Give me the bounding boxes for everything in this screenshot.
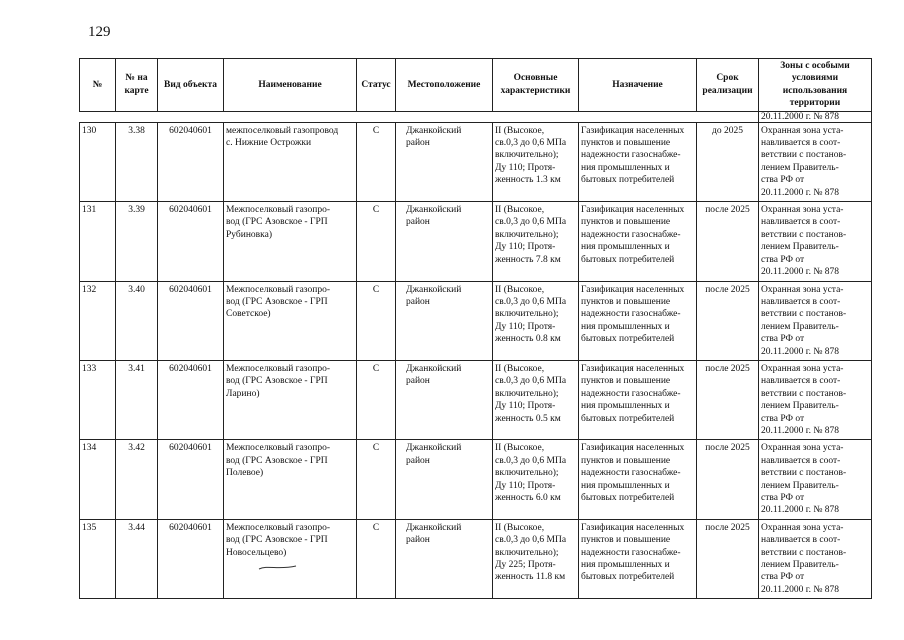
cell-zones-line: 20.11.2000 г. № 878 xyxy=(761,187,840,198)
header-object-type: Вид объекта xyxy=(158,59,224,112)
cell-purpose xyxy=(579,519,697,598)
cell-zones-line: Охранная зона уста- xyxy=(761,205,844,216)
cell-zones-line: лением Правитель- xyxy=(761,242,839,253)
cell-name xyxy=(224,202,357,281)
cell-status: С xyxy=(357,360,396,439)
cell-zones-line: 20.11.2000 г. № 878 xyxy=(761,267,840,278)
cell-name xyxy=(224,360,357,439)
page-number: 129 xyxy=(88,24,111,40)
cell-zones-line: Охранная зона уста- xyxy=(761,522,844,533)
cell-term: после 2025 xyxy=(697,281,759,360)
cell-object-type: 602040601 xyxy=(158,519,224,598)
cell-purpose-line: бытовых потребителей xyxy=(581,572,675,583)
cell-purpose-line: Газификация населенных xyxy=(581,125,685,136)
header-tail-text: 20.11.2000 г. № 878 xyxy=(759,111,872,122)
cell-zones-line: ветствии с постанов- xyxy=(761,309,847,320)
cell-name-line: вод (ГРС Азовское - ГРП xyxy=(226,455,328,466)
cell-location-line: район xyxy=(406,138,430,149)
cell-num: 131 xyxy=(80,202,116,281)
cell-status: С xyxy=(357,281,396,360)
cell-purpose-line: пунктов и повышение xyxy=(581,296,671,307)
cell-purpose-line: ния промышленных и xyxy=(581,401,670,412)
cell-characteristics-line: Ду 110; Протя- xyxy=(495,480,556,491)
cell-purpose xyxy=(579,122,697,201)
cell-num: 132 xyxy=(80,281,116,360)
cell-purpose-line: Газификация населенных xyxy=(581,363,685,374)
cell-purpose-line: ния промышленных и xyxy=(581,480,670,491)
cell-zones-line: Охранная зона уста- xyxy=(761,284,844,295)
cell-zones-line: лением Правитель- xyxy=(761,401,839,412)
cell-num: 134 xyxy=(80,440,116,519)
cell-characteristics-line: св.0,3 до 0,6 МПа xyxy=(495,296,567,307)
cell-location-line: район xyxy=(406,296,430,307)
cell-map-num: 3.39 xyxy=(116,202,158,281)
cell-object-type: 602040601 xyxy=(158,202,224,281)
cell-location-line: Джанкойский xyxy=(406,443,462,454)
cell-zones-line: навливается в соот- xyxy=(761,535,841,546)
cell-zones xyxy=(759,281,872,360)
cell-characteristics-line: св.0,3 до 0,6 МПа xyxy=(495,376,567,387)
cell-characteristics-line: Ду 110; Протя- xyxy=(495,162,556,173)
table-row xyxy=(80,202,872,281)
cell-zones-line: ветствии с постанов- xyxy=(761,150,847,161)
cell-purpose-line: пунктов и повышение xyxy=(581,455,671,466)
cell-characteristics-line: св.0,3 до 0,6 МПа xyxy=(495,535,567,546)
cell-name-line: Новосельцево) xyxy=(226,547,287,558)
cell-purpose-line: Газификация населенных xyxy=(581,522,685,533)
cell-characteristics-line: II (Высокое, xyxy=(495,443,545,454)
cell-characteristics xyxy=(493,519,579,598)
header-map-num: № на карте xyxy=(116,59,158,112)
cell-zones-line: навливается в соот- xyxy=(761,217,841,228)
cell-location xyxy=(396,281,493,360)
cell-purpose-line: надежности газоснабже- xyxy=(581,547,681,558)
cell-map-num: 3.42 xyxy=(116,440,158,519)
cell-location-line: район xyxy=(406,535,430,546)
cell-characteristics-line: II (Высокое, xyxy=(495,125,545,136)
cell-characteristics-line: II (Высокое, xyxy=(495,205,545,216)
header-name: Наименование xyxy=(224,59,357,112)
cell-zones-line: ства РФ от xyxy=(761,493,805,503)
cell-characteristics-line: II (Высокое, xyxy=(495,284,545,295)
cell-term: до 2025 xyxy=(697,122,759,201)
cell-location xyxy=(396,122,493,201)
cell-characteristics-line: женность 0.8 км xyxy=(495,334,561,345)
table-row xyxy=(80,440,872,519)
table-row xyxy=(80,281,872,360)
cell-zones-line: Охранная зона уста- xyxy=(761,125,844,136)
cell-name-line: Советское) xyxy=(226,309,271,320)
cell-characteristics-line: II (Высокое, xyxy=(495,522,545,533)
cell-zones xyxy=(759,122,872,201)
cell-purpose-line: пунктов и повышение xyxy=(581,138,671,149)
cell-characteristics-line: женность 1.3 км xyxy=(495,175,561,186)
cell-location xyxy=(396,202,493,281)
cell-name-line: вод (ГРС Азовское - ГРП xyxy=(226,376,328,387)
cell-characteristics xyxy=(493,440,579,519)
cell-zones-line: лением Правитель- xyxy=(761,560,839,571)
cell-status: С xyxy=(357,202,396,281)
cell-term: после 2025 xyxy=(697,202,759,281)
signature-mark xyxy=(258,563,298,571)
cell-status: С xyxy=(357,122,396,201)
cell-characteristics-line: включительно); xyxy=(495,547,559,558)
header-characteristics: Основные характеристики xyxy=(493,59,579,112)
header-num: № xyxy=(80,59,116,112)
cell-name-line: Межпоселковый газопро- xyxy=(226,443,330,454)
cell-zones-line: ветствии с постанов- xyxy=(761,468,847,479)
cell-zones-line: 20.11.2000 г. № 878 xyxy=(761,505,840,516)
header-tail-blank xyxy=(80,111,759,122)
cell-zones xyxy=(759,440,872,519)
cell-characteristics xyxy=(493,281,579,360)
cell-name xyxy=(224,281,357,360)
cell-zones-line: лением Правитель- xyxy=(761,162,839,173)
cell-location-line: Джанкойский xyxy=(406,363,462,374)
cell-characteristics-line: женность 11.8 км xyxy=(495,572,566,583)
cell-characteristics-line: женность 7.8 км xyxy=(495,254,561,265)
cell-zones-line: Охранная зона уста- xyxy=(761,443,844,454)
cell-characteristics-line: женность 6.0 км xyxy=(495,493,561,503)
cell-name-line: Межпоселковый газопро- xyxy=(226,522,330,533)
cell-num: 133 xyxy=(80,360,116,439)
header-zones: Зоны с особыми условиями использования территории xyxy=(759,59,872,112)
cell-characteristics-line: Ду 110; Протя- xyxy=(495,242,556,253)
cell-characteristics-line: включительно); xyxy=(495,388,559,399)
cell-zones-line: 20.11.2000 г. № 878 xyxy=(761,425,840,436)
cell-status: С xyxy=(357,440,396,519)
cell-name-line: Межпоселковый газопро- xyxy=(226,205,330,216)
cell-location-line: район xyxy=(406,217,430,228)
cell-object-type: 602040601 xyxy=(158,440,224,519)
cell-purpose-line: бытовых потребителей xyxy=(581,493,675,503)
header-term: Срок реализации xyxy=(697,59,759,112)
table-row xyxy=(80,360,872,439)
cell-purpose-line: надежности газоснабже- xyxy=(581,229,681,240)
cell-zones-line: ства РФ от xyxy=(761,572,805,583)
cell-purpose-line: пунктов и повышение xyxy=(581,376,671,387)
cell-name-line: Межпоселковый газопро- xyxy=(226,284,330,295)
table-row xyxy=(80,519,872,598)
cell-name-line: Рубиновка) xyxy=(226,229,272,240)
cell-characteristics-line: Ду 110; Протя- xyxy=(495,401,556,412)
cell-location-line: Джанкойский xyxy=(406,284,462,295)
cell-name xyxy=(224,122,357,201)
cell-location-line: район xyxy=(406,376,430,387)
cell-term: после 2025 xyxy=(697,360,759,439)
cell-map-num: 3.40 xyxy=(116,281,158,360)
cell-location-line: Джанкойский xyxy=(406,522,462,533)
cell-characteristics-line: включительно); xyxy=(495,229,559,240)
cell-name-line: Полевое) xyxy=(226,468,264,479)
cell-location xyxy=(396,360,493,439)
cell-name-line: вод (ГРС Азовское - ГРП xyxy=(226,296,328,307)
cell-purpose-line: надежности газоснабже- xyxy=(581,309,681,320)
cell-name-line: вод (ГРС Азовское - ГРП xyxy=(226,535,328,546)
cell-name xyxy=(224,440,357,519)
cell-zones-line: ства РФ от xyxy=(761,175,805,186)
header-row xyxy=(80,59,872,112)
cell-zones xyxy=(759,202,872,281)
cell-zones-line: навливается в соот- xyxy=(761,376,841,387)
cell-zones-line: ства РФ от xyxy=(761,413,805,424)
cell-characteristics xyxy=(493,122,579,201)
cell-term: после 2025 xyxy=(697,519,759,598)
cell-characteristics-line: включительно); xyxy=(495,309,559,320)
cell-object-type: 602040601 xyxy=(158,360,224,439)
objects-table xyxy=(79,58,872,599)
cell-zones-line: лением Правитель- xyxy=(761,480,839,491)
cell-purpose-line: пунктов и повышение xyxy=(581,217,671,228)
header-tail-row xyxy=(80,111,872,122)
cell-zones-line: ветствии с постанов- xyxy=(761,547,847,558)
cell-num: 135 xyxy=(80,519,116,598)
cell-name-line: Межпоселковый газопро- xyxy=(226,363,330,374)
cell-location xyxy=(396,519,493,598)
cell-zones-line: 20.11.2000 г. № 878 xyxy=(761,346,840,357)
cell-status: С xyxy=(357,519,396,598)
cell-purpose-line: бытовых потребителей xyxy=(581,413,675,424)
cell-purpose xyxy=(579,281,697,360)
cell-purpose-line: надежности газоснабже- xyxy=(581,468,681,479)
cell-term: после 2025 xyxy=(697,440,759,519)
cell-zones-line: 20.11.2000 г. № 878 xyxy=(761,584,840,595)
table-row xyxy=(80,122,872,201)
cell-characteristics-line: включительно); xyxy=(495,150,559,161)
cell-characteristics-line: св.0,3 до 0,6 МПа xyxy=(495,217,567,228)
cell-purpose-line: ния промышленных и xyxy=(581,321,670,332)
cell-purpose-line: Газификация населенных xyxy=(581,443,685,454)
cell-num: 130 xyxy=(80,122,116,201)
header-purpose: Назначение xyxy=(579,59,697,112)
cell-purpose-line: надежности газоснабже- xyxy=(581,150,681,161)
cell-zones-line: ства РФ от xyxy=(761,254,805,265)
cell-zones-line: ветствии с постанов- xyxy=(761,229,847,240)
cell-purpose-line: бытовых потребителей xyxy=(581,334,675,345)
cell-object-type: 602040601 xyxy=(158,281,224,360)
cell-zones-line: лением Правитель- xyxy=(761,321,839,332)
cell-characteristics-line: включительно); xyxy=(495,468,559,479)
header-status: Статус xyxy=(357,59,396,112)
cell-location-line: Джанкойский xyxy=(406,125,462,136)
cell-characteristics xyxy=(493,360,579,439)
cell-purpose-line: ния промышленных и xyxy=(581,560,670,571)
cell-location xyxy=(396,440,493,519)
cell-zones-line: Охранная зона уста- xyxy=(761,363,844,374)
cell-characteristics-line: св.0,3 до 0,6 МПа xyxy=(495,138,567,149)
cell-characteristics-line: женность 0.5 км xyxy=(495,413,561,424)
cell-purpose-line: надежности газоснабже- xyxy=(581,388,681,399)
cell-purpose xyxy=(579,360,697,439)
cell-object-type: 602040601 xyxy=(158,122,224,201)
cell-map-num: 3.41 xyxy=(116,360,158,439)
cell-zones-line: навливается в соот- xyxy=(761,296,841,307)
cell-name-line: Ларино) xyxy=(226,388,260,399)
cell-characteristics-line: св.0,3 до 0,6 МПа xyxy=(495,455,567,466)
header-location: Местоположение xyxy=(396,59,493,112)
cell-zones-line: навливается в соот- xyxy=(761,138,841,149)
cell-name-line: с. Нижние Острожки xyxy=(226,138,312,149)
cell-location-line: район xyxy=(406,455,430,466)
cell-name-line: межпоселковый газопровод xyxy=(226,125,339,136)
cell-map-num: 3.38 xyxy=(116,122,158,201)
cell-purpose-line: пунктов и повышение xyxy=(581,535,671,546)
cell-characteristics-line: Ду 110; Протя- xyxy=(495,321,556,332)
cell-purpose-line: Газификация населенных xyxy=(581,205,685,216)
cell-purpose xyxy=(579,202,697,281)
cell-name-line: вод (ГРС Азовское - ГРП xyxy=(226,217,328,228)
cell-purpose xyxy=(579,440,697,519)
cell-location-line: Джанкойский xyxy=(406,205,462,216)
cell-zones xyxy=(759,519,872,598)
cell-purpose-line: ния промышленных и xyxy=(581,242,670,253)
cell-characteristics xyxy=(493,202,579,281)
cell-purpose-line: бытовых потребителей xyxy=(581,254,675,265)
cell-purpose-line: бытовых потребителей xyxy=(581,175,675,186)
cell-map-num: 3.44 xyxy=(116,519,158,598)
cell-name xyxy=(224,519,357,598)
cell-characteristics-line: II (Высокое, xyxy=(495,363,545,374)
cell-purpose-line: Газификация населенных xyxy=(581,284,685,295)
cell-characteristics-line: Ду 225; Протя- xyxy=(495,560,556,571)
cell-zones-line: навливается в соот- xyxy=(761,455,841,466)
cell-purpose-line: ния промышленных и xyxy=(581,162,670,173)
cell-zones-line: ства РФ от xyxy=(761,334,805,345)
cell-zones-line: ветствии с постанов- xyxy=(761,388,847,399)
cell-zones xyxy=(759,360,872,439)
table-body xyxy=(80,122,872,599)
